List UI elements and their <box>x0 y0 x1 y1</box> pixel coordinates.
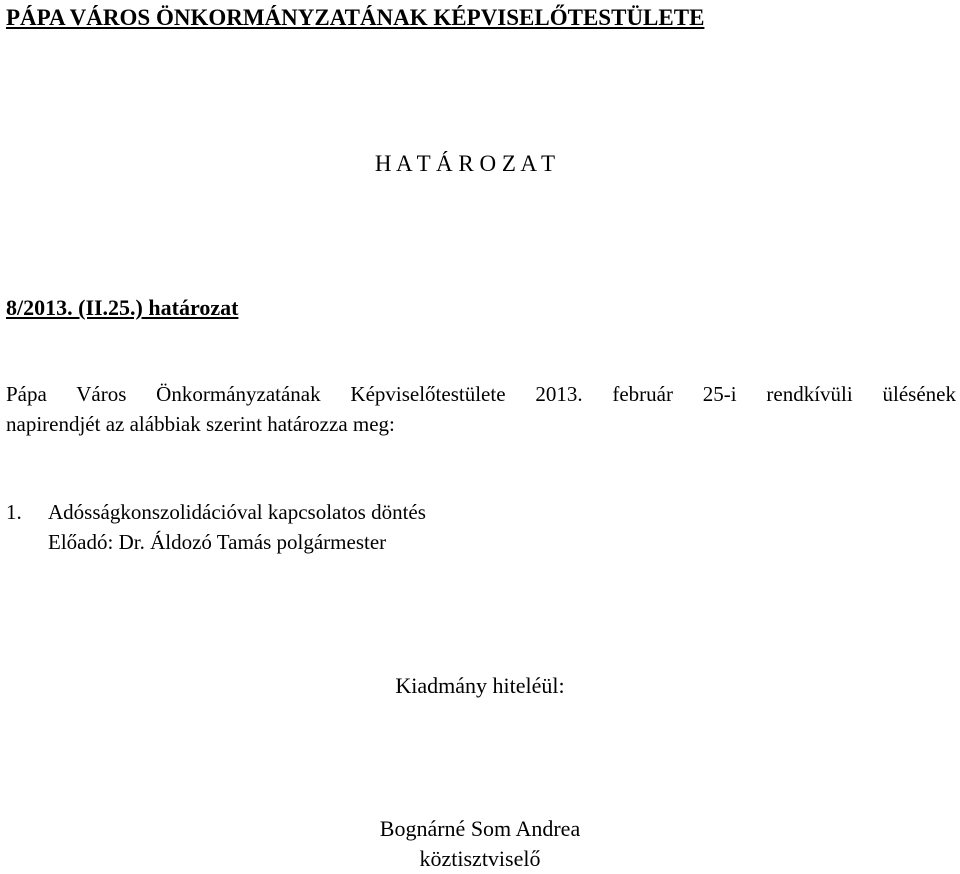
agenda-item-number: 1. <box>6 500 22 524</box>
signer-role: köztisztviselő <box>419 846 541 871</box>
agenda-item <box>6 497 426 557</box>
signature-label: Kiadmány hiteléül: <box>395 673 565 698</box>
document-type-title: H A T Á R O Z A T <box>374 151 556 176</box>
agenda-item-title: Adósságkonszolidációval kapcsolatos döntés <box>48 500 426 524</box>
council-heading: PÁPA VÁROS ÖNKORMÁNYZATÁNAK KÉPVISELŐTESTÜLETE <box>6 5 705 30</box>
resolution-number: 8/2013. (II.25.) határozat <box>6 295 239 320</box>
agenda-list <box>6 497 426 557</box>
resolution-body <box>6 379 956 439</box>
signer-name: Bognárné Som Andrea <box>379 816 581 841</box>
resolution-body-line-1: Pápa Város Önkormányzatának Képviselőtestülete 2013. február 25-i rendkívüli ülésének <box>6 382 956 406</box>
signer-block <box>0 814 960 874</box>
resolution-body-line-2: napirendjét az alábbiak szerint határozza meg: <box>6 412 395 436</box>
agenda-item-presenter: Előadó: Dr. Áldozó Tamás polgármester <box>48 530 387 554</box>
